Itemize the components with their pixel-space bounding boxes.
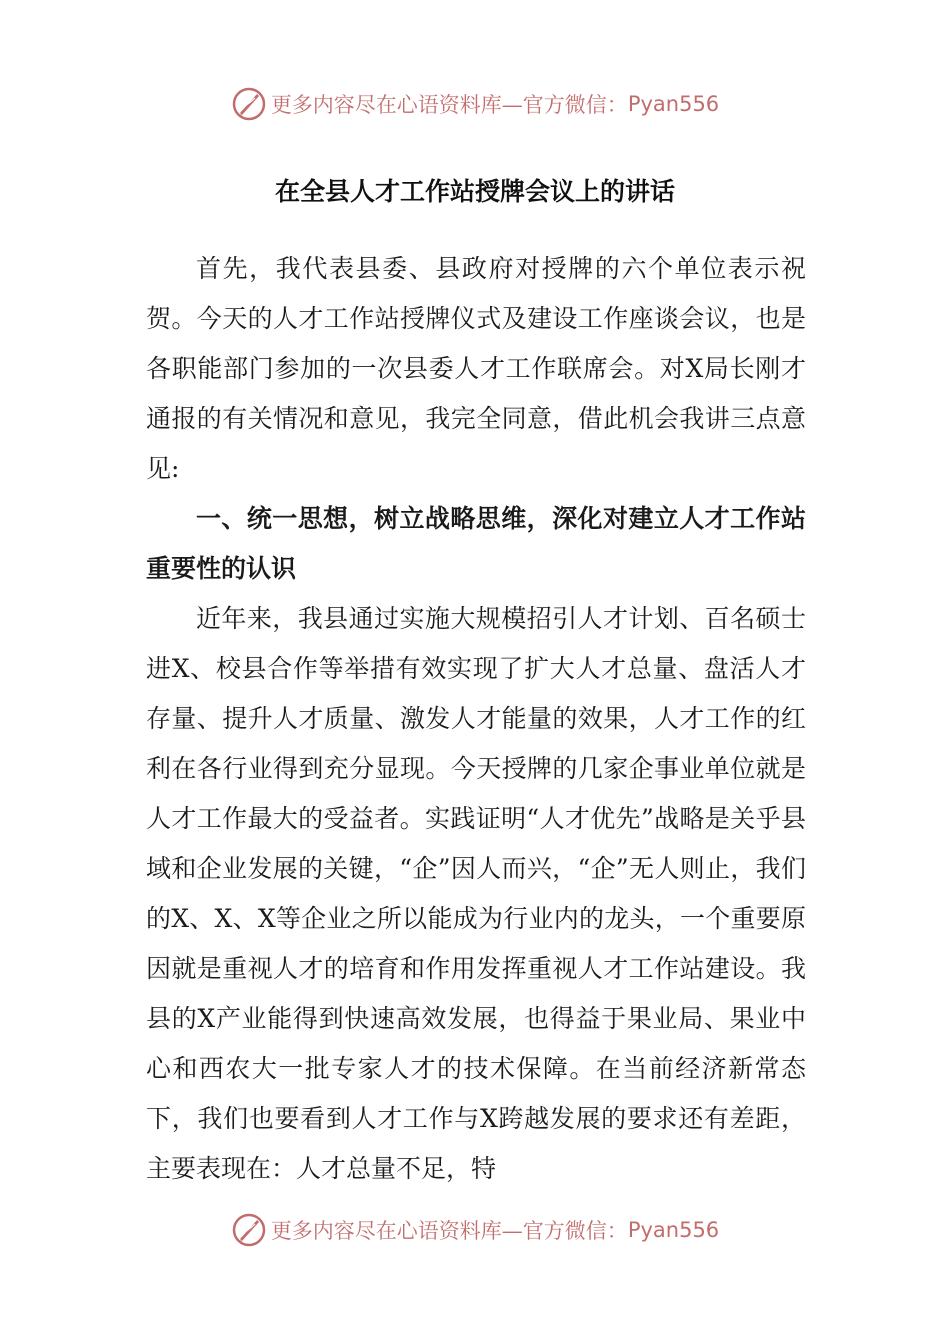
section-heading-1: 一、统一思想，树立战略思维，深化对建立人才工作站重要性的认识 [146,504,806,583]
paragraph-intro: 首先，我代表县委、县政府对授牌的六个单位表示祝贺。今天的人才工作站授牌仪式及建设工作座谈会议，也是各职能部门参加的一次县委人才工作联席会。对X局长刚才通报的有关情况和意见，我完全同意，借此机会我讲三点意见: [146,254,806,483]
watermark-contact: Pyan556 [627,92,720,116]
paragraph-section-1: 近年来，我县通过实施大规模招引人才计划、百名硕士进X、校县合作等举措有效实现了扩大人才总量、盘活人才存量、提升人才质量、激发人才能量的效果，人才工作的红利在各行业得到充分显现。今天授牌的几家企事业单位就是人才工作最大的受益者。实践证明“人才优先”战略是关乎县域和企业发展的关键，“企”因人而兴，“企”无人则止，我们的X、X、X等企业之所以能成为行业内的龙头，一个重要原因就是重视人才的培育和作用发挥重视人才工作站建设。我县的X产业能得到快速高效发展，也得益于果业局、果业中心和西农大一批专家人才的技术保障。在当前经济新常态下，我们也要看到人才工作与X跨越发展的要求还有差距，主要表现在：人才总量不足，特 [146,604,806,1183]
watermark-contact: Pyan556 [627,1218,720,1242]
watermark-text: 更多内容尽在心语资料库—官方微信： [270,1219,628,1243]
watermark-text: 更多内容尽在心语资料库—官方微信： [270,93,628,117]
document-title: 在全县人才工作站授牌会议上的讲话 [274,177,675,206]
header-watermark [0,84,950,124]
quill-logo-icon [231,1212,267,1248]
footer-watermark [0,1210,950,1250]
quill-logo-icon [231,86,267,122]
document-body [146,244,806,1194]
